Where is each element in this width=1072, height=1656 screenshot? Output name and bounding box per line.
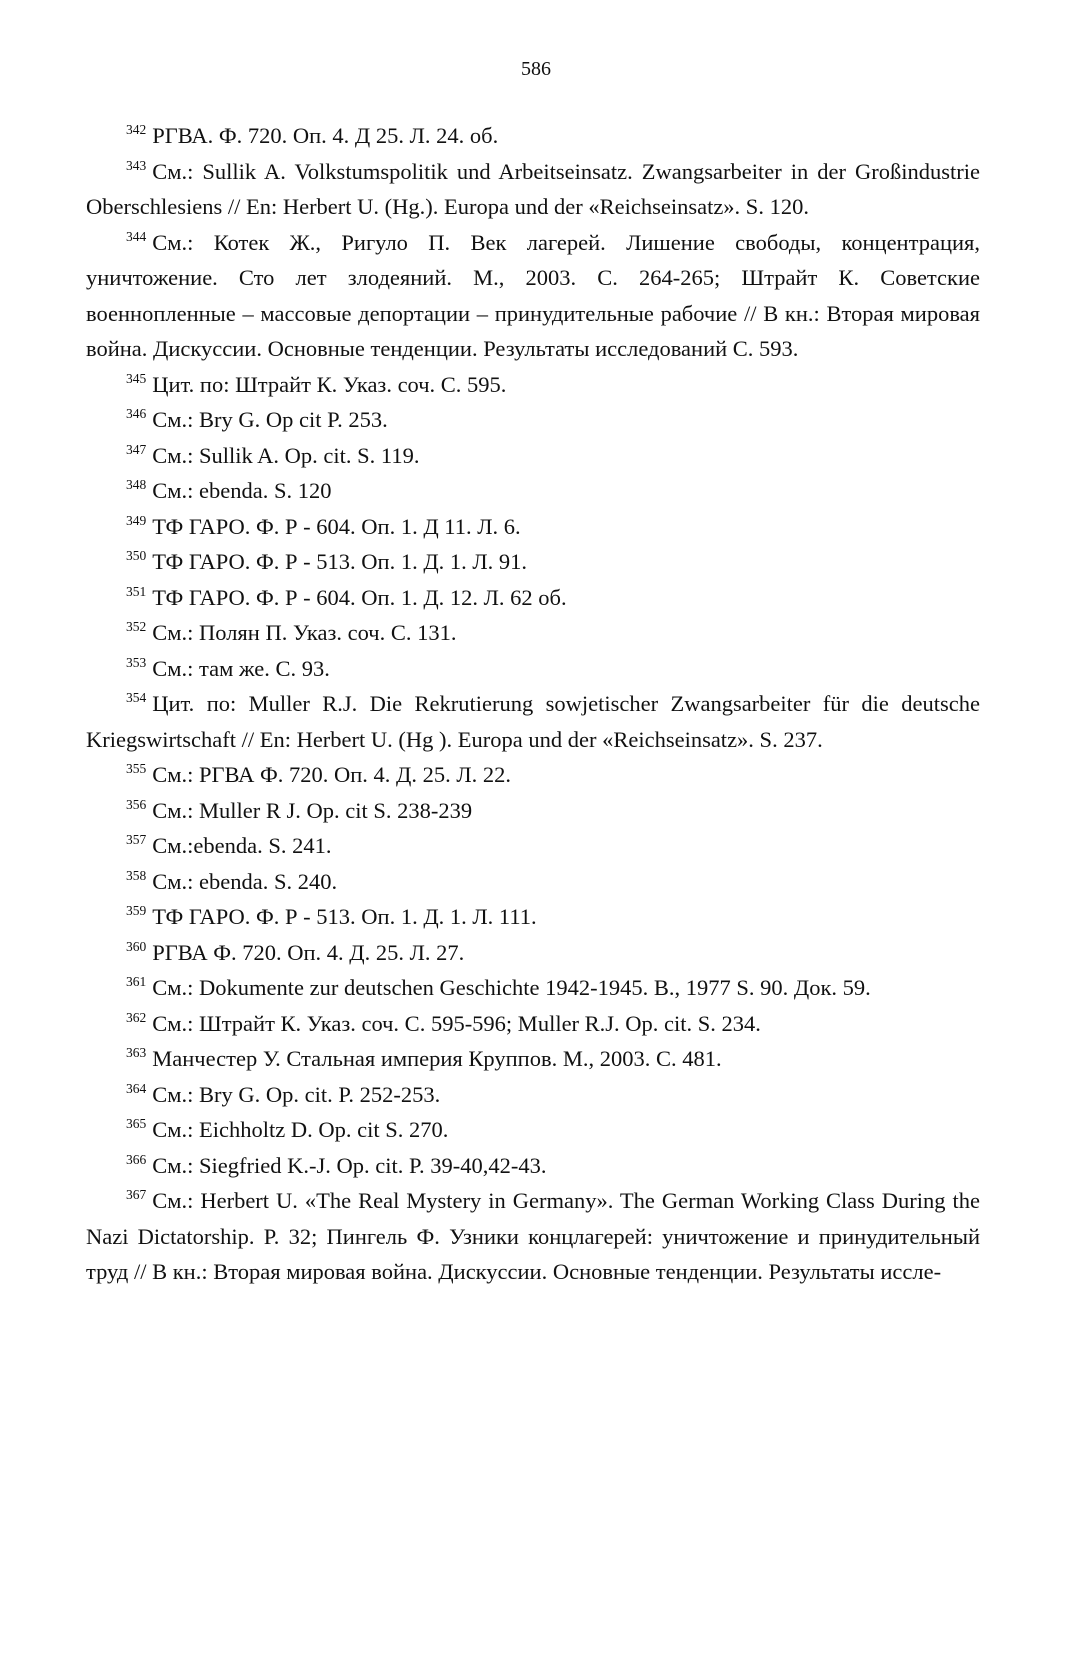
footnote-text: См.: Sullik A. Volkstumspolitik und Arbeitseinsatz. Zwangsarbeiter in der Großindustrie Oberschlesiens // En: Herbert U. (Hg.). Europa und der «Reichseinsatz». S. 120. <box>86 158 980 219</box>
footnote-number: 355 <box>126 761 147 776</box>
footnote <box>86 367 980 403</box>
footnote <box>86 473 980 509</box>
footnote-number: 356 <box>126 796 147 812</box>
footnote-text: См.: ebenda. S. 120 <box>152 478 332 503</box>
footnotes-list <box>86 118 980 1290</box>
footnote <box>86 1183 980 1290</box>
footnote-number: 364 <box>126 1080 147 1096</box>
footnote <box>86 935 980 971</box>
footnote-number: 360 <box>126 938 147 954</box>
footnote-number: 362 <box>126 1009 147 1025</box>
footnote-number: 367 <box>126 1187 147 1202</box>
footnote-text: См.: Котек Ж., Ригуло П. Век лагерей. Лишение свободы, концентрация, уничтожение. Сто лет злодеяний. М., 2003. С. 264-265; Штрайт К. Советские военнопленные – массовые депортации – принудительные рабочие // В кн.: Вторая мировая война. Дискуссии. Основные тенденции. Результаты исследований С. 593. <box>86 229 980 361</box>
footnote-number: 348 <box>126 477 147 492</box>
footnote-text: См.: РГВА Ф. 720. Оп. 4. Д. 25. Л. 22. <box>152 762 512 787</box>
footnote-text: РГВА. Ф. 720. Оп. 4. Д 25. Л. 24. об. <box>152 123 499 148</box>
footnote <box>86 118 980 154</box>
footnote-number: 346 <box>126 406 147 421</box>
footnote-number: 361 <box>126 974 147 989</box>
footnote-number: 365 <box>126 1116 147 1131</box>
footnote-number: 343 <box>126 157 147 173</box>
footnote <box>86 828 980 864</box>
footnote-number: 342 <box>126 122 147 137</box>
footnote <box>86 899 980 935</box>
footnote-text: См.: ebenda. S. 240. <box>152 868 338 894</box>
footnote-text: ТФ ГАРО. Ф. Р - 513. Оп. 1. Д. 1. Л. 111. <box>152 904 537 929</box>
footnote-text: ТФ ГАРО. Ф. Р - 604. Оп. 1. Д 11. Л. 6. <box>152 513 521 539</box>
footnote-number: 358 <box>126 867 147 883</box>
footnote-number: 350 <box>126 548 147 563</box>
footnote-text: См.: Bry G. Op cit P. 253. <box>152 407 388 432</box>
page-number: 586 <box>521 58 551 80</box>
footnote <box>86 1006 980 1042</box>
footnote-text: См.: Eichholtz D. Op. cit S. 270. <box>152 1117 449 1142</box>
footnote-text: См.: Bry G. Op. cit. P. 252-253. <box>152 1081 441 1107</box>
footnote-text: См.: Штрайт К. Указ. соч. С. 595-596; Muller R.J. Op. cit. S. 234. <box>152 1010 761 1036</box>
footnote-text: См.: там же. С. 93. <box>152 655 330 681</box>
footnote-text: ТФ ГАРО. Ф. Р - 513. Оп. 1. Д. 1. Л. 91. <box>152 549 528 574</box>
footnote <box>86 651 980 687</box>
footnote-number: 352 <box>126 619 147 634</box>
footnote-number: 344 <box>126 228 147 244</box>
footnote <box>86 757 980 793</box>
footnote-number: 366 <box>126 1151 147 1167</box>
footnote <box>86 544 980 580</box>
footnote-text: См.: Sullik A. Op. cit. S. 119. <box>152 442 420 468</box>
footnote <box>86 509 980 545</box>
footnote <box>86 438 980 474</box>
footnote-text: РГВА Ф. 720. Оп. 4. Д. 25. Л. 27. <box>152 939 465 965</box>
footnote-text: Цит. по: Штрайт К. Указ. соч. С. 595. <box>152 371 507 397</box>
footnote-text: Манчестер У. Стальная империя Круппов. М., 2003. С. 481. <box>152 1046 722 1071</box>
footnote <box>86 1077 980 1113</box>
footnote <box>86 1148 980 1184</box>
footnote-number: 357 <box>126 832 147 847</box>
footnote <box>86 970 980 1006</box>
footnote-number: 359 <box>126 903 147 918</box>
footnote-text: Цит. по: Muller R.J. Die Rekrutierung sowjetischer Zwangsarbeiter für die deutsche Kriegswirtschaft // En: Herbert U. (Hg ). Europa und der «Reichseinsatz». S. 237. <box>86 691 980 752</box>
footnote-text: См.: Полян П. Указ. соч. С. 131. <box>152 620 457 645</box>
footnote-text: См.: Muller R J. Op. cit S. 238-239 <box>152 797 473 823</box>
footnote-text: См.:ebenda. S. 241. <box>152 833 332 858</box>
footnote-number: 354 <box>126 690 147 705</box>
footnote-text: См.: Dokumente zur deutschen Geschichte 1942-1945. B., 1977 S. 90. Док. 59. <box>152 975 871 1000</box>
footnote-number: 345 <box>126 370 147 386</box>
footnote-number: 353 <box>126 654 147 670</box>
footnote-text: См.: Siegfried K.-J. Op. cit. P. 39-40,42-43. <box>152 1152 547 1178</box>
footnote-text: ТФ ГАРО. Ф. Р - 604. Оп. 1. Д. 12. Л. 62 об. <box>152 584 567 610</box>
footnote-number: 349 <box>126 512 147 528</box>
footnote <box>86 615 980 651</box>
footnote-text: См.: Herbert U. «The Real Mystery in Germany». The German Working Class During the Nazi Dictatorship. P. 32; Пингель Ф. Узники концлагерей: уничтожение и принудительный труд // В кн.: Вторая мировая война. Дискуссии. Основные тенденции. Результаты иссле- <box>86 1188 980 1284</box>
footnote <box>86 402 980 438</box>
footnote <box>86 793 980 829</box>
footnote <box>86 1112 980 1148</box>
footnote-number: 351 <box>126 583 147 599</box>
footnote <box>86 580 980 616</box>
footnote <box>86 864 980 900</box>
footnote <box>86 1041 980 1077</box>
footnote <box>86 225 980 367</box>
footnote-number: 347 <box>126 441 147 457</box>
footnote-number: 363 <box>126 1045 147 1060</box>
footnote <box>86 686 980 757</box>
footnote <box>86 154 980 225</box>
